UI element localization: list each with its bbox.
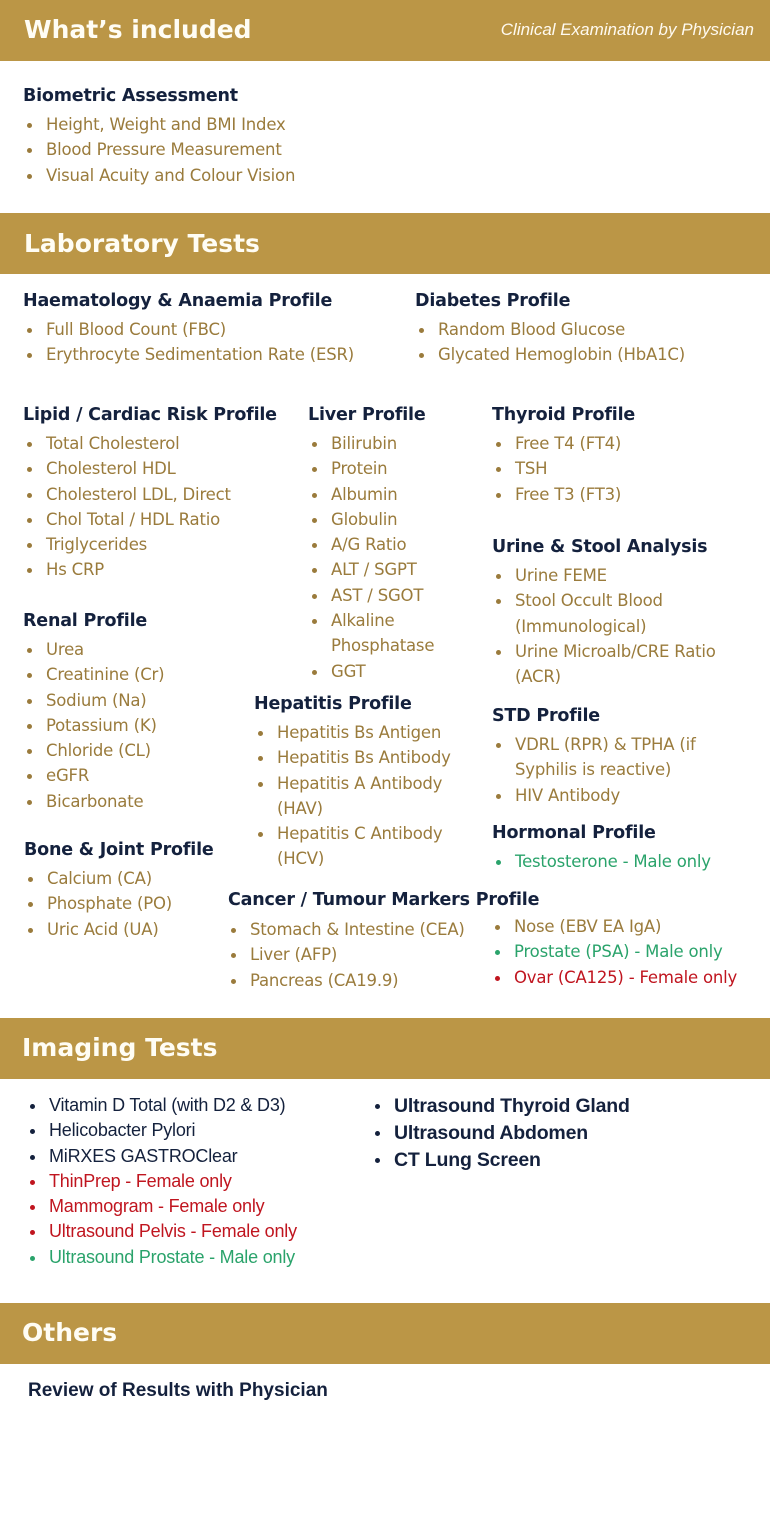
list-item: Albumin bbox=[308, 482, 478, 507]
list-item: HIV Antibody bbox=[492, 783, 752, 808]
header-band bbox=[0, 0, 770, 61]
list-item: CT Lung Screen bbox=[371, 1147, 630, 1174]
list-item: Sodium (Na) bbox=[23, 688, 164, 713]
liver-section bbox=[308, 405, 478, 684]
list-item: Potassium (K) bbox=[23, 713, 164, 738]
list-item: Random Blood Glucose bbox=[415, 317, 685, 342]
biometric-list bbox=[23, 112, 295, 188]
list-item: Uric Acid (UA) bbox=[24, 917, 214, 942]
laboratory-band bbox=[0, 213, 770, 274]
list-item: Hepatitis A Antibody (HAV) bbox=[254, 771, 464, 822]
list-item: Free T3 (FT3) bbox=[492, 482, 635, 507]
liver-title: Liver Profile bbox=[308, 405, 426, 425]
imaging-list bbox=[26, 1093, 297, 1270]
list-item: Hepatitis C Antibody (HCV) bbox=[254, 821, 464, 872]
list-item: Bilirubin bbox=[308, 431, 478, 456]
imaging-title: Imaging Tests bbox=[22, 1033, 218, 1062]
list-item-male-only: Prostate (PSA) - Male only bbox=[491, 939, 737, 964]
biometric-title: Biometric Assessment bbox=[23, 86, 238, 106]
list-item: Globulin bbox=[308, 507, 478, 532]
thyroid-list bbox=[492, 431, 635, 507]
list-item: Stool Occult Blood (Immunological) bbox=[492, 588, 692, 639]
list-item: Pancreas (CA19.9) bbox=[227, 968, 465, 993]
list-item: Height, Weight and BMI Index bbox=[23, 112, 295, 137]
std-list bbox=[492, 732, 752, 808]
list-item: Blood Pressure Measurement bbox=[23, 137, 295, 162]
urine-title: Urine & Stool Analysis bbox=[492, 537, 708, 557]
thyroid-section bbox=[492, 405, 635, 507]
hepatitis-section bbox=[254, 694, 479, 872]
list-item: Hepatitis Bs Antibody bbox=[254, 745, 479, 770]
list-item: Vitamin D Total (with D2 & D3) bbox=[26, 1093, 297, 1118]
list-item-female-only: ThinPrep - Female only bbox=[26, 1169, 297, 1194]
imaging-list bbox=[371, 1093, 630, 1174]
list-item: Creatinine (Cr) bbox=[23, 662, 164, 687]
list-item: Urea bbox=[23, 637, 164, 662]
list-item: eGFR bbox=[23, 763, 164, 788]
cancer-title: Cancer / Tumour Markers Profile bbox=[228, 890, 540, 910]
list-item: Ultrasound Abdomen bbox=[371, 1120, 630, 1147]
list-item: Cholesterol HDL bbox=[23, 456, 277, 481]
bone-section bbox=[24, 840, 214, 942]
list-item: Stomach & Intestine (CEA) bbox=[227, 917, 465, 942]
cancer-section bbox=[228, 890, 539, 910]
renal-title: Renal Profile bbox=[23, 611, 148, 631]
diabetes-title: Diabetes Profile bbox=[415, 291, 571, 311]
haematology-section bbox=[23, 291, 354, 368]
list-item: Alkaline Phosphatase bbox=[308, 608, 448, 659]
std-section bbox=[492, 706, 752, 808]
list-item: Bicarbonate bbox=[23, 789, 164, 814]
list-item: Hs CRP bbox=[23, 557, 277, 582]
others-item: Review of Results with Physician bbox=[28, 1380, 328, 1401]
urine-section bbox=[492, 537, 762, 689]
list-item: ALT / SGPT bbox=[308, 557, 478, 582]
list-item: A/G Ratio bbox=[308, 532, 478, 557]
list-item-male-only: Ultrasound Prostate - Male only bbox=[26, 1245, 297, 1270]
biometric-section bbox=[23, 86, 295, 188]
list-item-female-only: Ultrasound Pelvis - Female only bbox=[26, 1219, 297, 1244]
list-item: Ultrasound Thyroid Gland bbox=[371, 1093, 630, 1120]
renal-section bbox=[23, 611, 164, 814]
others-title: Others bbox=[22, 1318, 118, 1347]
others-band bbox=[0, 1303, 770, 1364]
list-item: Full Blood Count (FBC) bbox=[23, 317, 354, 342]
cancer-list bbox=[491, 914, 737, 990]
imaging-list-left bbox=[26, 1087, 297, 1270]
list-item: Total Cholesterol bbox=[23, 431, 277, 456]
diabetes-section bbox=[415, 291, 685, 368]
list-item: Liver (AFP) bbox=[227, 942, 465, 967]
urine-list bbox=[492, 563, 762, 689]
cancer-list bbox=[227, 917, 465, 993]
list-item: Urine Microalb/CRE Ratio (ACR) bbox=[492, 639, 742, 690]
list-item: MiRXES GASTROClear bbox=[26, 1144, 297, 1169]
imaging-band bbox=[0, 1018, 770, 1079]
hormonal-section bbox=[492, 823, 711, 874]
page-subtitle: Clinical Examination by Physician bbox=[500, 20, 754, 39]
list-item: Erythrocyte Sedimentation Rate (ESR) bbox=[23, 342, 354, 367]
lipid-list bbox=[23, 431, 277, 583]
list-item: Urine FEME bbox=[492, 563, 762, 588]
list-item: Phosphate (PO) bbox=[24, 891, 214, 916]
list-item: Protein bbox=[308, 456, 478, 481]
hepatitis-list bbox=[254, 720, 479, 872]
list-item: Chol Total / HDL Ratio bbox=[23, 507, 277, 532]
haematology-title: Haematology & Anaemia Profile bbox=[23, 291, 333, 311]
lipid-section bbox=[23, 405, 277, 583]
list-item-male-only: Testosterone - Male only bbox=[492, 849, 711, 874]
list-item: Chloride (CL) bbox=[23, 738, 164, 763]
cancer-list-left bbox=[227, 911, 465, 993]
cancer-list-right bbox=[491, 908, 737, 990]
page-title: What’s included bbox=[24, 15, 252, 44]
list-item: Helicobacter Pylori bbox=[26, 1118, 297, 1143]
list-item: AST / SGOT bbox=[308, 583, 478, 608]
list-item: Calcium (CA) bbox=[24, 866, 214, 891]
list-item: Glycated Hemoglobin (HbA1C) bbox=[415, 342, 685, 367]
laboratory-title: Laboratory Tests bbox=[24, 229, 260, 258]
list-item-female-only: Mammogram - Female only bbox=[26, 1194, 297, 1219]
hepatitis-title: Hepatitis Profile bbox=[254, 694, 412, 714]
haematology-list bbox=[23, 317, 354, 368]
list-item: Free T4 (FT4) bbox=[492, 431, 635, 456]
lipid-title: Lipid / Cardiac Risk Profile bbox=[23, 405, 277, 425]
list-item: Visual Acuity and Colour Vision bbox=[23, 163, 295, 188]
renal-list bbox=[23, 637, 164, 814]
list-item: Hepatitis Bs Antigen bbox=[254, 720, 479, 745]
hormonal-title: Hormonal Profile bbox=[492, 823, 656, 843]
bone-title: Bone & Joint Profile bbox=[24, 840, 214, 860]
list-item: Nose (EBV EA IgA) bbox=[491, 914, 737, 939]
list-item: Triglycerides bbox=[23, 532, 277, 557]
list-item: VDRL (RPR) & TPHA (if Syphilis is reactive) bbox=[492, 732, 717, 783]
list-item: Cholesterol LDL, Direct bbox=[23, 482, 277, 507]
list-item-female-only: Ovar (CA125) - Female only bbox=[491, 965, 737, 990]
list-item: TSH bbox=[492, 456, 635, 481]
thyroid-title: Thyroid Profile bbox=[492, 405, 636, 425]
hormonal-list bbox=[492, 849, 711, 874]
diabetes-list bbox=[415, 317, 685, 368]
imaging-list-right bbox=[371, 1087, 630, 1174]
liver-list bbox=[308, 431, 478, 684]
list-item: GGT bbox=[308, 659, 478, 684]
std-title: STD Profile bbox=[492, 706, 600, 726]
bone-list bbox=[24, 866, 214, 942]
